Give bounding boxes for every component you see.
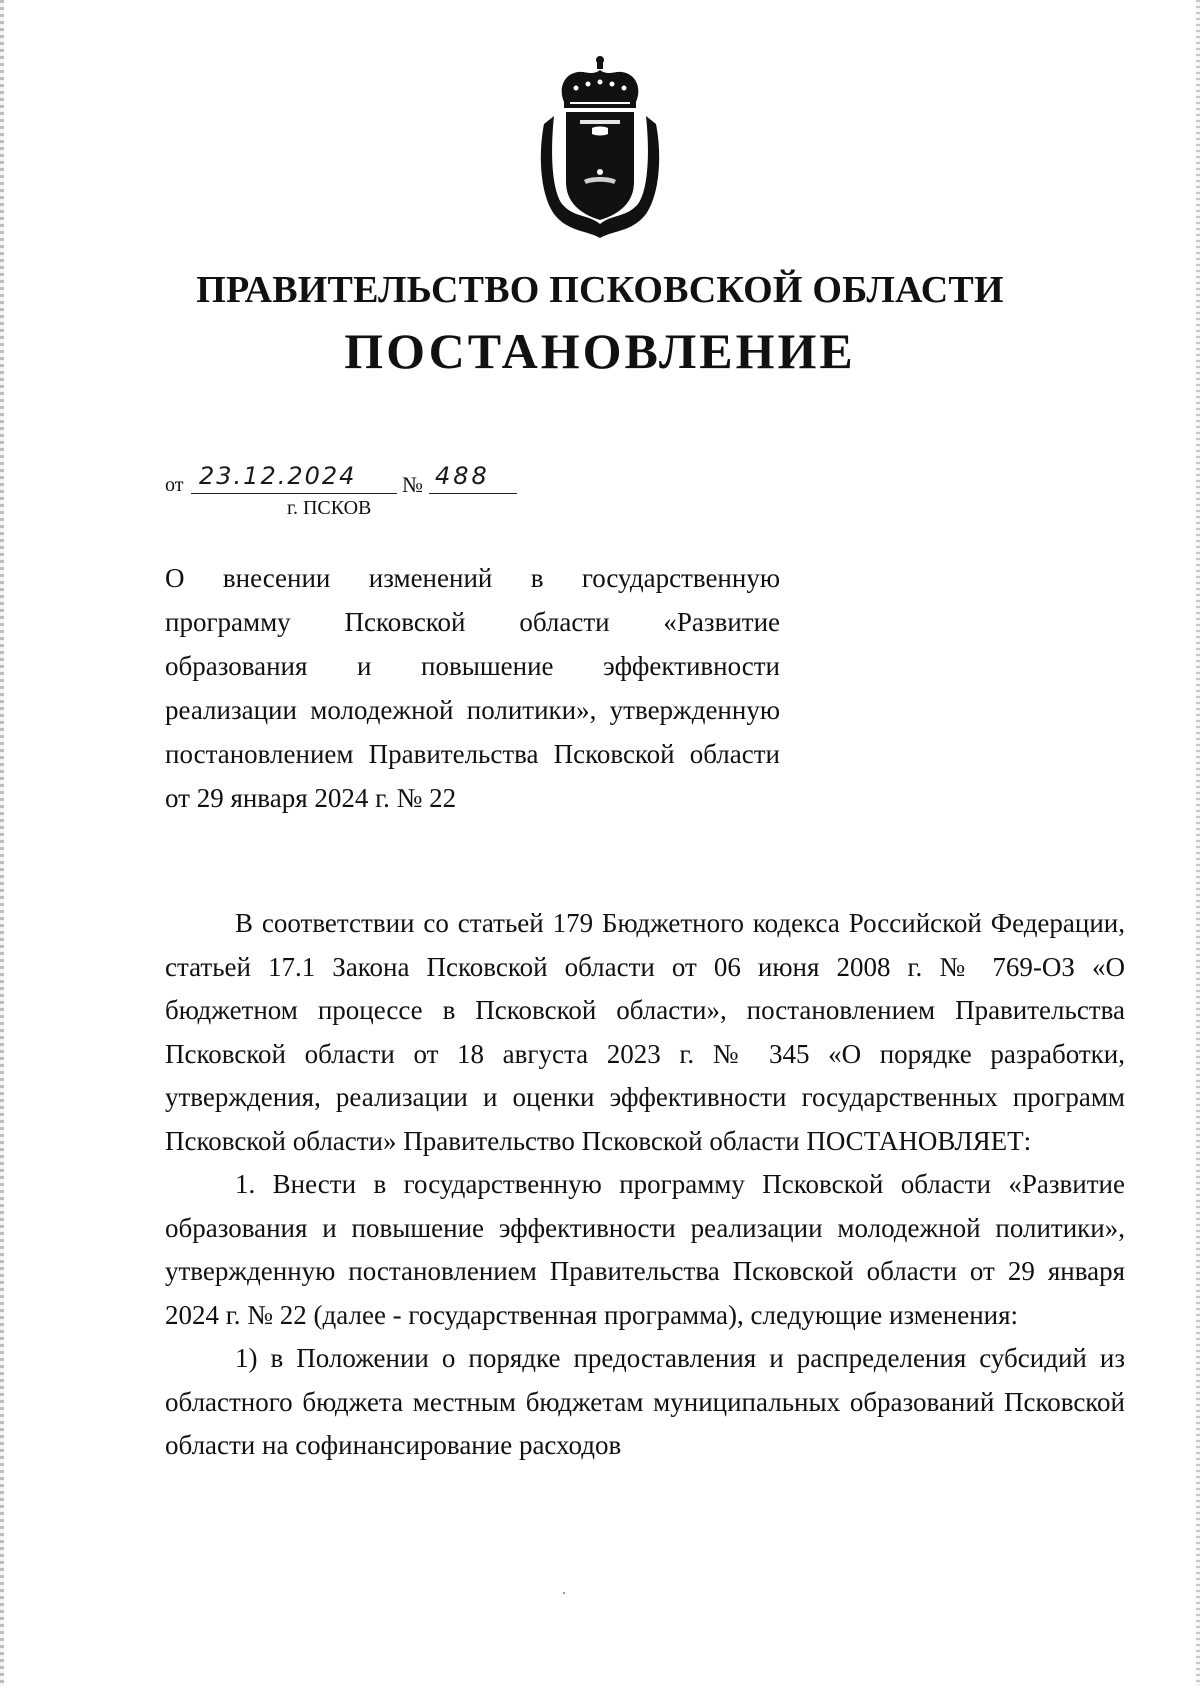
city-label: г. ПСКОВ xyxy=(287,497,372,519)
coat-of-arms-icon xyxy=(534,54,666,240)
organization-title: ПРАВИТЕЛЬСТВО ПСКОВСКОЙ ОБЛАСТИ xyxy=(196,269,1004,311)
handwritten-number: 488 xyxy=(429,462,517,494)
item-1-paragraph: 1. Внести в государственную программу Псковской области «Развитие образования и повышение эффективности реализации молодежной политики», утвержденную постановлением Правительства Псковской области от 29 января 2024 г. № 22 (далее - государственная программа), следующие изменения: xyxy=(165,1169,1125,1330)
scan-edge-left xyxy=(0,0,4,1686)
item-1-1-paragraph: 1) в Положении о порядке предоставления и распределения субсидий из областного бюджета местным бюджетам муниципальных образований Псковской области на софинансирование расходов xyxy=(165,1343,1125,1460)
document-type-title: ПОСТАНОВЛЕНИЕ xyxy=(344,323,856,379)
document-body xyxy=(165,902,1125,1468)
date-prefix: от xyxy=(165,474,184,496)
preamble-paragraph: В соответствии со статьей 179 Бюджетного кодекса Российской Федерации, статьей 17.1 Закона Псковской области от 06 июня 2008 г. № 769-ОЗ «О бюджетном процессе в Псковской области», постановлением Правительства Псковской области от 18 августа 2023 г. № 345 «О порядке разработки, утверждения, реализации и оценки эффективности государственных программ Псковской области» Правительство Псковской области ПОСТАНОВЛЯЕТ: xyxy=(165,908,1125,1156)
handwritten-date: 23.12.2024 xyxy=(191,462,397,494)
scan-speck xyxy=(563,1592,565,1594)
document-subject: О внесении изменений в государственную программу Псковской области «Развитие образования и повышение эффективности реализации молодежной политики», утвержденную постановлением Правительства Псковской области от 29 января 2024 г. № 22 xyxy=(165,563,780,813)
number-sign: № xyxy=(402,472,423,497)
scan-edge-right xyxy=(1196,0,1200,1686)
